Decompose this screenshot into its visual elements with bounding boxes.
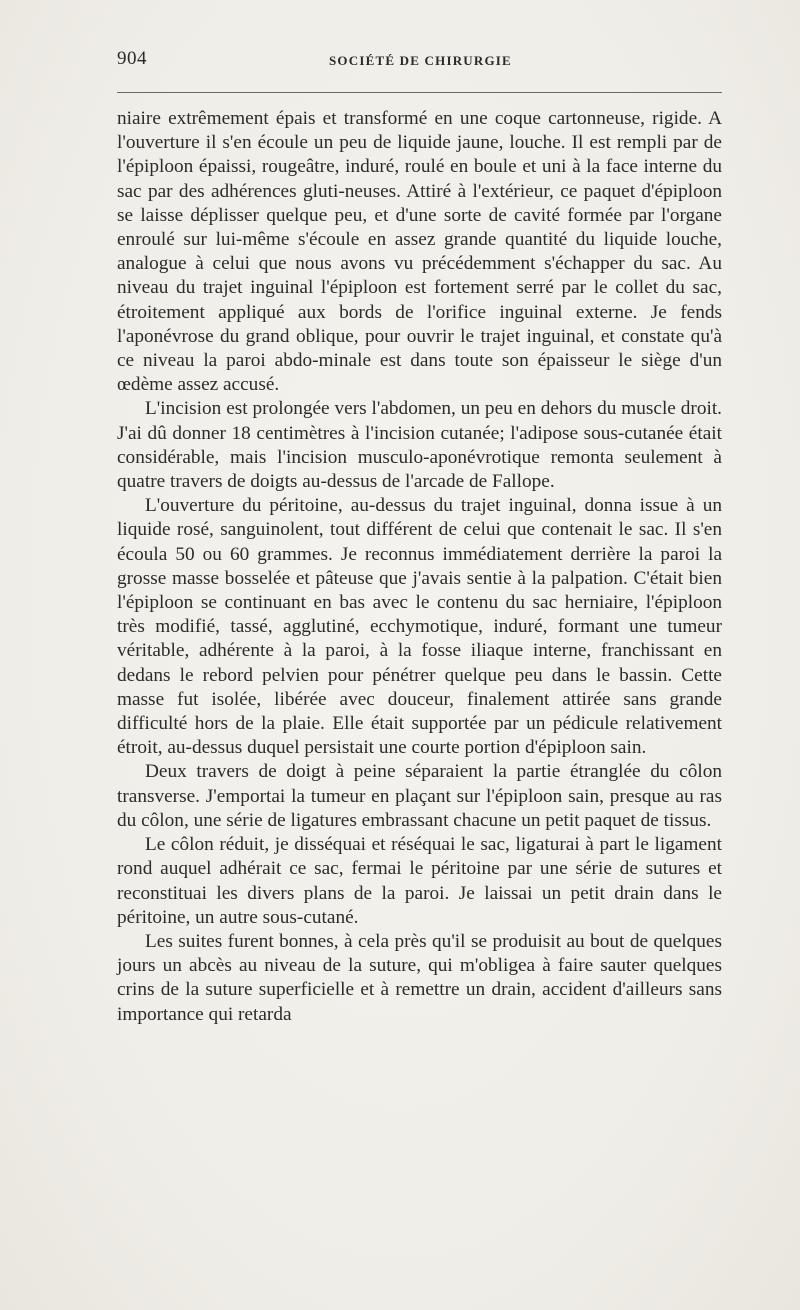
body-text xyxy=(117,107,722,1027)
page-number: 904 xyxy=(117,48,147,69)
page-header xyxy=(117,46,722,76)
paragraph-3: L'ouverture du péritoine, au-dessus du trajet inguinal, donna issue à un liquide rosé, sanguinolent, tout différent de celui que contenait le sac. Il s'en écoula 50 ou 60 grammes. Je reconnus immédiatement derrière la paroi la grosse masse bosselée et pâteuse que j'avais sentie à la palpation. C'était bien l'épiploon se continuant en bas avec le contenu du sac herniaire, l'épiploon très modifié, tassé, agglutiné, ecchymotique, induré, formant une tumeur véritable, adhérente à la paroi, à la fosse iliaque interne, franchissant en dedans le rebord pelvien pour pénétrer quelque peu dans le bassin. Cette masse fut isolée, libérée avec douceur, finalement attirée sans grande difficulté hors de la plaie. Elle était supportée par un pédicule relativement étroit, au-dessus duquel persistait une courte portion d'épiploon sain. xyxy=(117,495,722,759)
header-rule xyxy=(117,92,722,93)
paragraph-1: niaire extrêmement épais et transformé en une coque cartonneuse, rigide. A l'ouverture il s'en écoule un peu de liquide jaune, louche. Il est rempli par de l'épiploon épaissi, rougeâtre, induré, roulé en boule et uni à la face interne du sac par des adhérences gluti-neuses. Attiré à l'extérieur, ce paquet d'épiploon se laisse déplisser quelque peu, et d'une sorte de cavité formée par l'organe enroulé sur lui-même s'écoule en assez grande quantité du liquide louche, analogue à celui que nous avons vu précédemment s'échapper du sac. Au niveau du trajet inguinal l'épiploon est fortement serré par le collet du sac, étroitement appliqué aux bords de l'orifice inguinal externe. Je fends l'aponévrose du grand oblique, pour ouvrir le trajet inguinal, et constate qu'à ce niveau la paroi abdo-minale est dans toute son épaisseur le siège d'un œdème assez accusé. xyxy=(117,108,722,396)
paragraph-4: Deux travers de doigt à peine séparaient la partie étranglée du côlon transverse. J'emportai la tumeur en plaçant sur l'épiploon sain, presque au ras du côlon, une série de ligatures embrassant chacune un petit paquet de tissus. xyxy=(117,761,722,831)
running-head: SOCIÉTÉ DE CHIRURGIE xyxy=(329,53,512,68)
paragraph-6: Les suites furent bonnes, à cela près qu'il se produisit au bout de quelques jours un abcès au niveau de la suture, qui m'obligea à faire sauter quelques crins de la suture superficielle et à remettre un drain, accident d'ailleurs sans importance qui retarda xyxy=(117,930,722,1025)
paragraph-2: L'incision est prolongée vers l'abdomen, un peu en dehors du muscle droit. J'ai dû donner 18 centimètres à l'incision cutanée; l'adipose sous-cutanée était considérable, mais l'incision musculo-aponévrotique remonta seulement à quatre travers de doigts au-dessus de l'arcade de Fallope. xyxy=(117,398,722,493)
paragraph-5: Le côlon réduit, je disséquai et réséquai le sac, ligaturai à part le ligament rond auquel adhérait ce sac, fermai le péritoine par une série de sutures et reconstituai les divers plans de la paroi. Je laissai un petit drain dans le péritoine, un autre sous-cutané. xyxy=(117,834,722,928)
